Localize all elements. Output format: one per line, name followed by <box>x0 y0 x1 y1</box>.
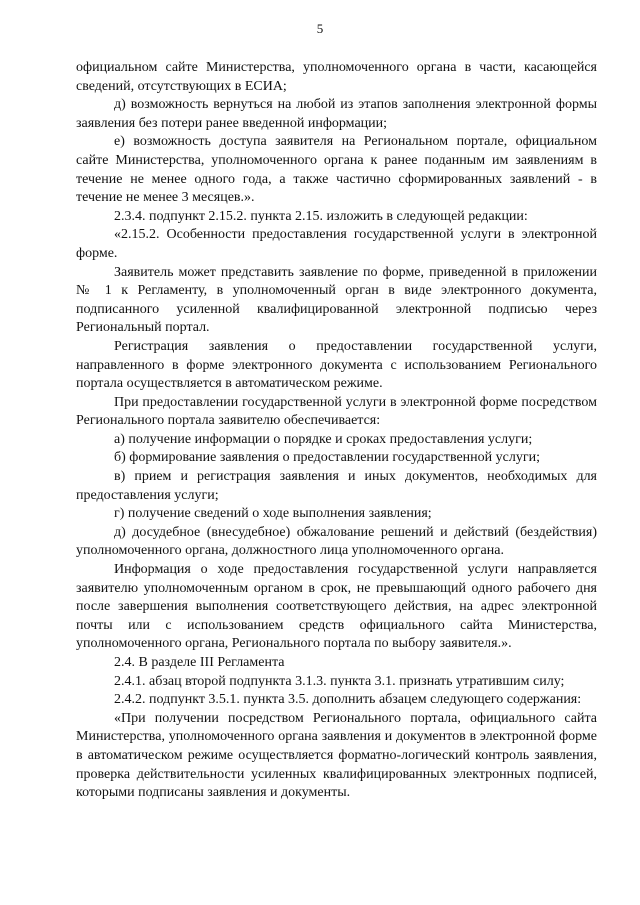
paragraph-quote-control: «При получении посредством Регионального портала, официального сайта Министерства, уполномоченного органа заявления и документов в электронной форме в автоматическом режиме осуществляется форматно-логический контроль заявления, проверка действительности усиленных квалифицированных электронных подписей, которыми подписаны заявления и документы. <box>76 710 597 801</box>
page-number: 5 <box>316 21 324 36</box>
paragraph-2-4: 2.4. В разделе III Регламента <box>114 655 285 670</box>
paragraph-2-3-4: 2.3.4. подпункт 2.15.2. пункта 2.15. изложить в следующей редакции: <box>114 208 528 224</box>
paragraph-2-15-2-heading: «2.15.2. Особенности предоставления государственной услуги в электронной форме. <box>76 227 597 261</box>
paragraph-2-4-2: 2.4.2. подпункт 3.5.1. пункта 3.5. дополнить абзацем следующего содержания: <box>114 692 582 708</box>
paragraph-continuation: официальном сайте Министерства, уполномоченного органа в части, касающейся сведений, отсутствующих в ЕСИА; <box>76 60 597 94</box>
list-item-d: д) досудебное (внесудебное) обжалование решений и действий (бездействия) уполномоченного органа, должностного лица уполномоченного органа. <box>76 524 597 559</box>
paragraph-2-4-1: 2.4.1. абзац второй подпункта 3.1.3. пункта 3.1. признать утратившим силу; <box>114 673 565 689</box>
paragraph-provision-intro: При предоставлении государственной услуги в электронной форме посредством Регионального портала заявителю обеспечивается: <box>76 394 597 429</box>
list-item-g: г) получение сведений о ходе выполнения заявления; <box>114 506 432 522</box>
paragraph-registration: Регистрация заявления о предоставлении государственной услуги, направленного в форме электронного документа с использованием Регионального портала осуществляется в автоматическом режиме. <box>76 338 597 392</box>
document-body <box>76 59 597 803</box>
paragraph-item-e: е) возможность доступа заявителя на Региональном портале, официальном сайте Министерства, уполномоченного органа к ранее поданным им заявлениям в течение не менее одного года, а также частично сформированных заявлений - в течение не менее 3 месяцев.». <box>76 134 597 206</box>
list-item-a: а) получение информации о порядке и сроках предоставления услуги; <box>114 431 533 447</box>
paragraph-applicant-submission: Заявитель может представить заявление по форме, приведенной в приложении № 1 к Регламенту, в уполномоченный орган в виде электронного документа, подписанного усиленной квалифицированной электронной подписью через Региональный портал. <box>76 264 597 336</box>
list-item-b: б) формирование заявления о предоставлении государственной услуги; <box>114 450 540 466</box>
paragraph-item-d: д) возможность вернуться на любой из этапов заполнения электронной формы заявления без потери ранее введенной информации; <box>76 97 597 131</box>
paragraph-information: Информация о ходе предоставления государственной услуги направляется заявителю уполномоченным органом в срок, не превышающий одного рабочего дня после завершения выполнения соответствующего действия, на адрес электронной почты или с использованием средств официального сайта Министерства, уполномоченного органа, Регионального портала по выбору заявителя.». <box>76 562 597 652</box>
list-item-v: в) прием и регистрация заявления и иных документов, необходимых для предоставления услуги; <box>76 469 597 503</box>
